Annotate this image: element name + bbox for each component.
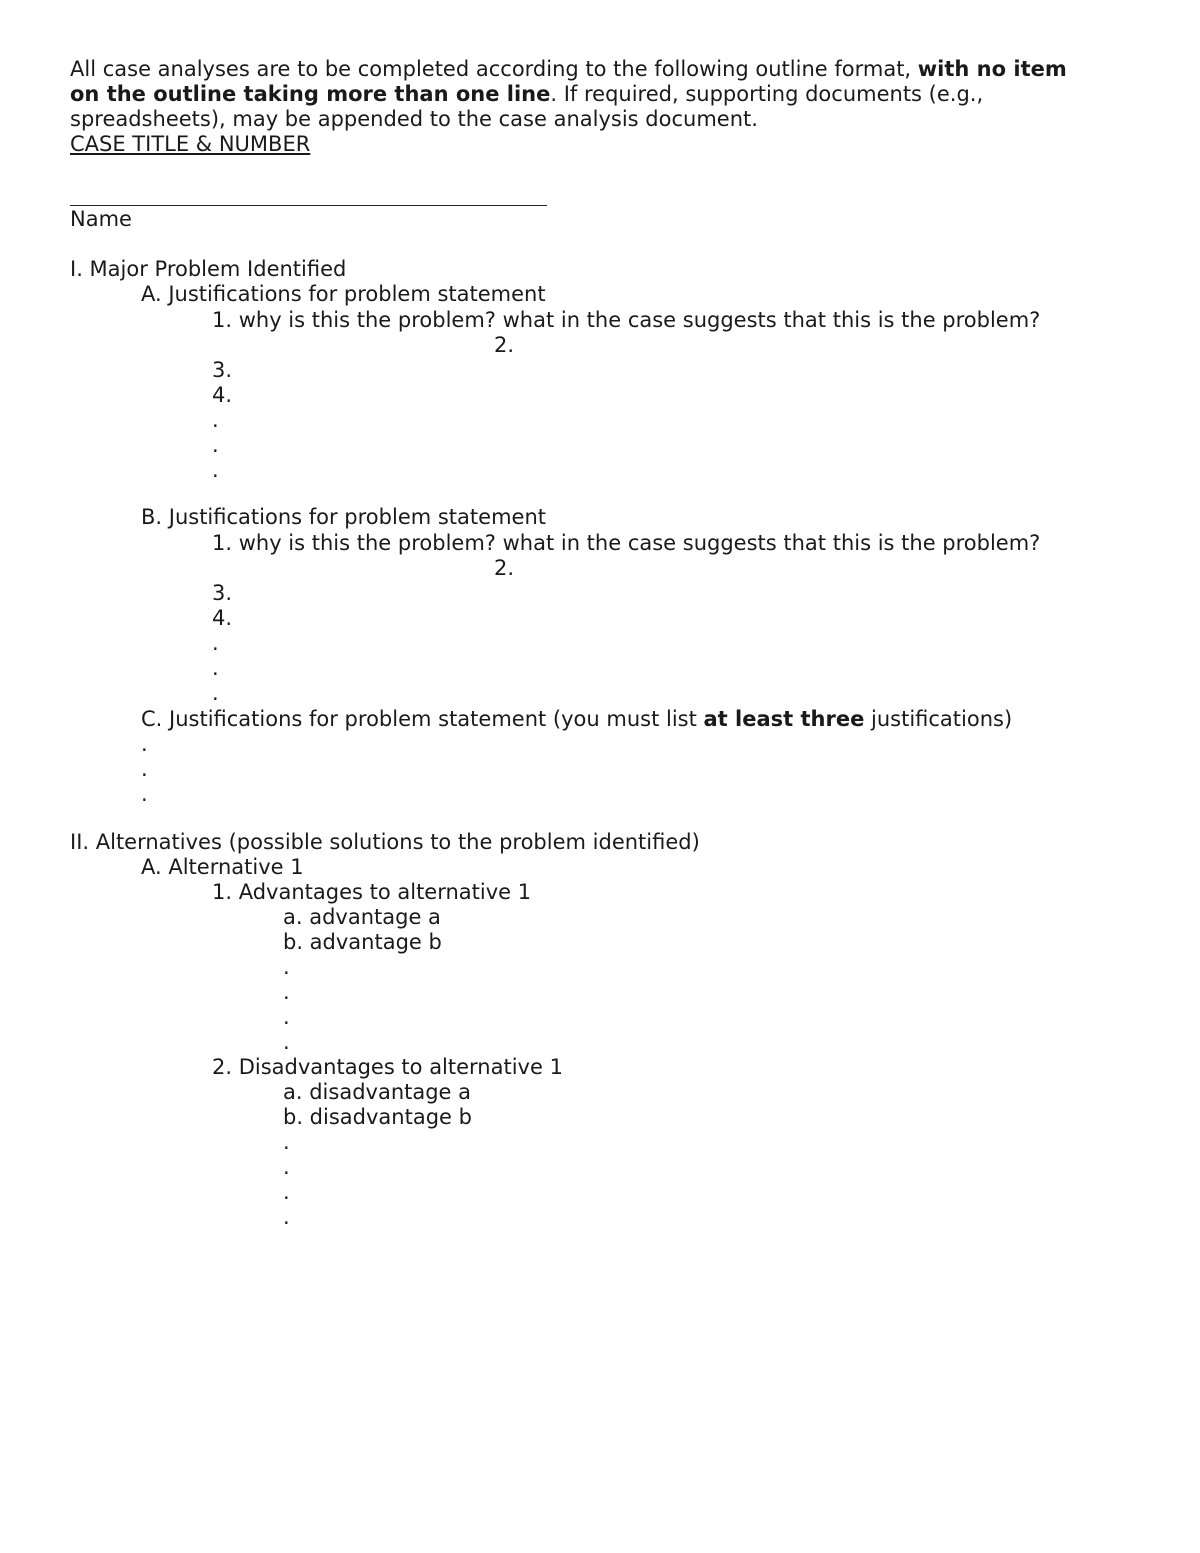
advantages-ellipsis-dot: . xyxy=(283,980,290,1004)
intro-line-2: on the outline taking more than one line. If required, supporting documents (e.g., xyxy=(70,82,984,106)
section-1-b-item-4: 4. xyxy=(212,606,233,630)
disadvantages-ellipsis-dot: . xyxy=(283,1205,290,1229)
section-1-b-item-3: 3. xyxy=(212,581,233,605)
disadvantages-ellipsis-dot: . xyxy=(283,1130,290,1154)
advantages-ellipsis-dot: . xyxy=(283,1030,290,1054)
section-1-c-heading: C. Justifications for problem statement (you must list at least three justifications) xyxy=(141,707,1013,731)
section-1-a-item-3: 3. xyxy=(212,358,233,382)
advantage-b: b. advantage b xyxy=(283,930,442,954)
section-2-heading: II. Alternatives (possible solutions to the problem identified) xyxy=(70,830,700,854)
section-1-a-item-2: 2. xyxy=(494,333,515,357)
advantages-ellipsis-dot: . xyxy=(283,955,290,979)
advantages-ellipsis-dot: . xyxy=(283,1005,290,1029)
section-1-a-heading: A. Justifications for problem statement xyxy=(141,282,546,306)
disadvantages-ellipsis-dot: . xyxy=(283,1180,290,1204)
section-1-b-heading: B. Justifications for problem statement xyxy=(141,505,546,529)
section-1-a-ellipsis-dot: . xyxy=(212,433,219,457)
disadvantages-ellipsis-dot: . xyxy=(283,1155,290,1179)
disadvantages-heading: 2. Disadvantages to alternative 1 xyxy=(212,1055,563,1079)
section-1-a-ellipsis-dot: . xyxy=(212,458,219,482)
section-1-heading: I. Major Problem Identified xyxy=(70,257,347,281)
intro-line-1: All case analyses are to be completed according to the following outline format, with no item xyxy=(70,57,1067,81)
section-1-b-ellipsis-dot: . xyxy=(212,631,219,655)
section-1-b-ellipsis-dot: . xyxy=(212,681,219,705)
name-label: Name xyxy=(70,207,132,231)
section-2-a-heading: A. Alternative 1 xyxy=(141,855,304,879)
section-1-a-ellipsis-dot: . xyxy=(212,408,219,432)
section-1-c-ellipsis-dot: . xyxy=(141,732,148,756)
advantage-a: a. advantage a xyxy=(283,905,441,929)
section-1-a-item-4: 4. xyxy=(212,383,233,407)
section-1-c-ellipsis-dot: . xyxy=(141,757,148,781)
section-1-b-item-1: 1. why is this the problem? what in the case suggests that this is the problem? xyxy=(212,531,1041,555)
section-1-c-ellipsis-dot: . xyxy=(141,782,148,806)
disadvantage-b: b. disadvantage b xyxy=(283,1105,472,1129)
case-title: CASE TITLE & NUMBER xyxy=(70,132,311,156)
section-1-a-item-1: 1. why is this the problem? what in the case suggests that this is the problem? xyxy=(212,308,1041,332)
name-signature-line xyxy=(70,205,547,206)
intro-line-3: spreadsheets), may be appended to the case analysis document. xyxy=(70,107,758,131)
advantages-heading: 1. Advantages to alternative 1 xyxy=(212,880,532,904)
section-1-b-ellipsis-dot: . xyxy=(212,656,219,680)
disadvantage-a: a. disadvantage a xyxy=(283,1080,472,1104)
section-1-b-item-2: 2. xyxy=(494,556,515,580)
